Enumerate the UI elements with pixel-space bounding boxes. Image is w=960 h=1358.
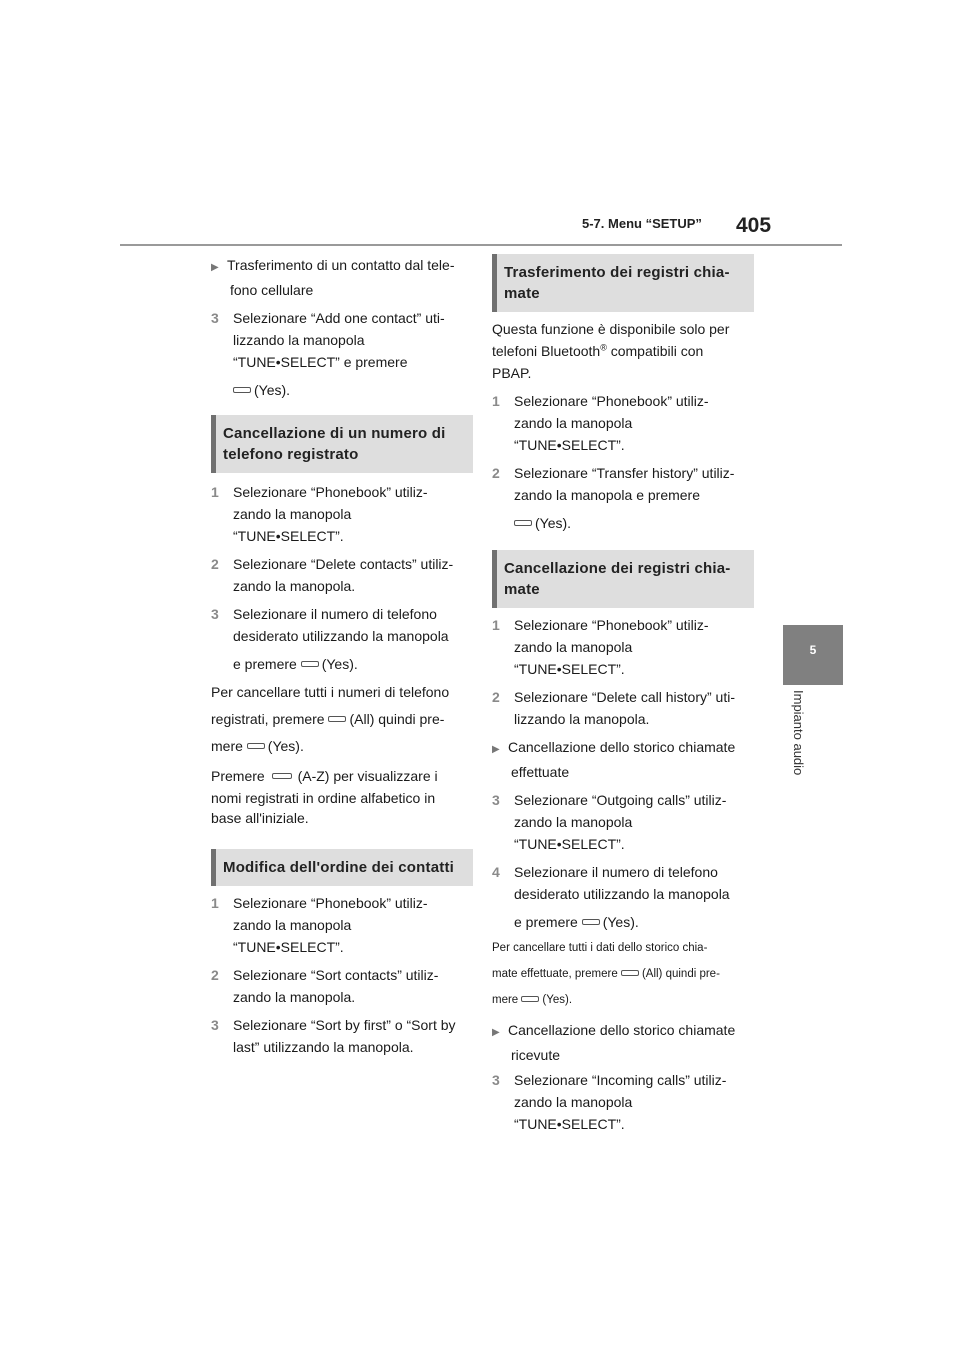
bullet-incoming: ▶ Cancellazione dello storico chiamate ricevute xyxy=(492,1022,736,1063)
bullet-outgoing: ▶ Cancellazione dello storico chiamate effettuate xyxy=(492,739,736,780)
section-title-transfer-calls: Trasferimento dei registri chia- mate xyxy=(492,254,754,312)
yes-button-icon xyxy=(514,520,532,526)
step-transfer-1: 1 Selezionare “Phonebook” utiliz- zando la manopola “TUNE•SELECT”. xyxy=(492,393,709,453)
step-sort-3: 3 Selezionare “Sort by first” o “Sort by last” utilizzando la manopola. xyxy=(211,1017,456,1055)
chapter-title: Impianto audio xyxy=(791,690,806,776)
chapter-number: 5 xyxy=(809,643,817,657)
step-delete-calls-2: 2 Selezionare “Delete call history” uti- lizzando la manopola. xyxy=(492,689,735,727)
step-add-contact: 3 Selezionare “Add one contact” uti- lizzando la manopola “TUNE•SELECT” e premere (Yes). xyxy=(211,307,473,401)
step-delete-1: 1 Selezionare “Phonebook” utiliz- zando la manopola “TUNE•SELECT”. xyxy=(211,484,428,544)
step-delete-calls-1: 1 Selezionare “Phonebook” utiliz- zando la manopola “TUNE•SELECT”. xyxy=(492,617,709,677)
step-incoming-3: 3 Selezionare “Incoming calls” utiliz- zando la manopola “TUNE•SELECT”. xyxy=(492,1072,727,1132)
header-divider xyxy=(120,244,842,246)
left-column xyxy=(211,254,473,1058)
triangle-bullet-icon: ▶ xyxy=(492,744,500,755)
step-sort-2: 2 Selezionare “Sort contacts” utiliz- zando la manopola. xyxy=(211,967,439,1005)
step-transfer-2: 2 Selezionare “Transfer history” utiliz- zando la manopola e premere (Yes). xyxy=(492,465,735,531)
triangle-bullet-icon: ▶ xyxy=(211,262,219,273)
section-title-delete-number: Cancellazione di un numero di telefono registrato xyxy=(211,415,473,473)
yes-button-icon xyxy=(582,919,600,925)
section-title-sort-contacts: Modifica dell'ordine dei contatti xyxy=(211,849,473,886)
all-button-icon xyxy=(621,970,639,976)
intro-text: Questa funzione è disponibile solo per telefoni Bluetooth® compatibili con PBAP. xyxy=(492,321,730,381)
section-title-delete-calls: Cancellazione dei registri chia- mate xyxy=(492,550,754,608)
step-outgoing-4: 4 Selezionare il numero di telefono desiderato utilizzando la manopola e premere (Yes). xyxy=(492,864,730,930)
step-delete-3: 3 Selezionare il numero di telefono desiderato utilizzando la manopola e premere (Yes). xyxy=(211,606,449,672)
yes-button-icon xyxy=(233,387,251,393)
section-header: 5-7. Menu “SETUP” xyxy=(582,216,702,231)
step-sort-1: 1 Selezionare “Phonebook” utiliz- zando la manopola “TUNE•SELECT”. xyxy=(211,895,428,955)
yes-button-icon xyxy=(301,661,319,667)
bullet-transfer-contact: ▶ Trasferimento di un contatto dal tele- fono cellulare xyxy=(211,257,455,298)
note-delete-all-calls: Per cancellare tutti i dati dello storico chia- mate effettuate, premere (All) quindi pre- mere (Yes). xyxy=(492,942,720,1006)
yes-button-icon xyxy=(521,996,539,1002)
yes-button-icon xyxy=(247,743,265,749)
note-delete-all: Per cancellare tutti i numeri di telefono registrati, premere (All) quindi pre- mere (Yes). xyxy=(211,684,450,754)
az-button-icon xyxy=(272,773,292,779)
step-outgoing-3: 3 Selezionare “Outgoing calls” utiliz- zando la manopola “TUNE•SELECT”. xyxy=(492,792,727,852)
right-column xyxy=(492,254,754,1135)
step-number: 3 xyxy=(211,310,219,326)
triangle-bullet-icon: ▶ xyxy=(492,1027,500,1038)
step-delete-2: 2 Selezionare “Delete contacts” utiliz- zando la manopola. xyxy=(211,556,454,594)
all-button-icon xyxy=(328,716,346,722)
note-az: Premere (A-Z) per visualizzare i nomi registrati in ordine alfabetico in base all'iniziale. xyxy=(211,768,438,826)
page-number: 405 xyxy=(736,214,772,237)
